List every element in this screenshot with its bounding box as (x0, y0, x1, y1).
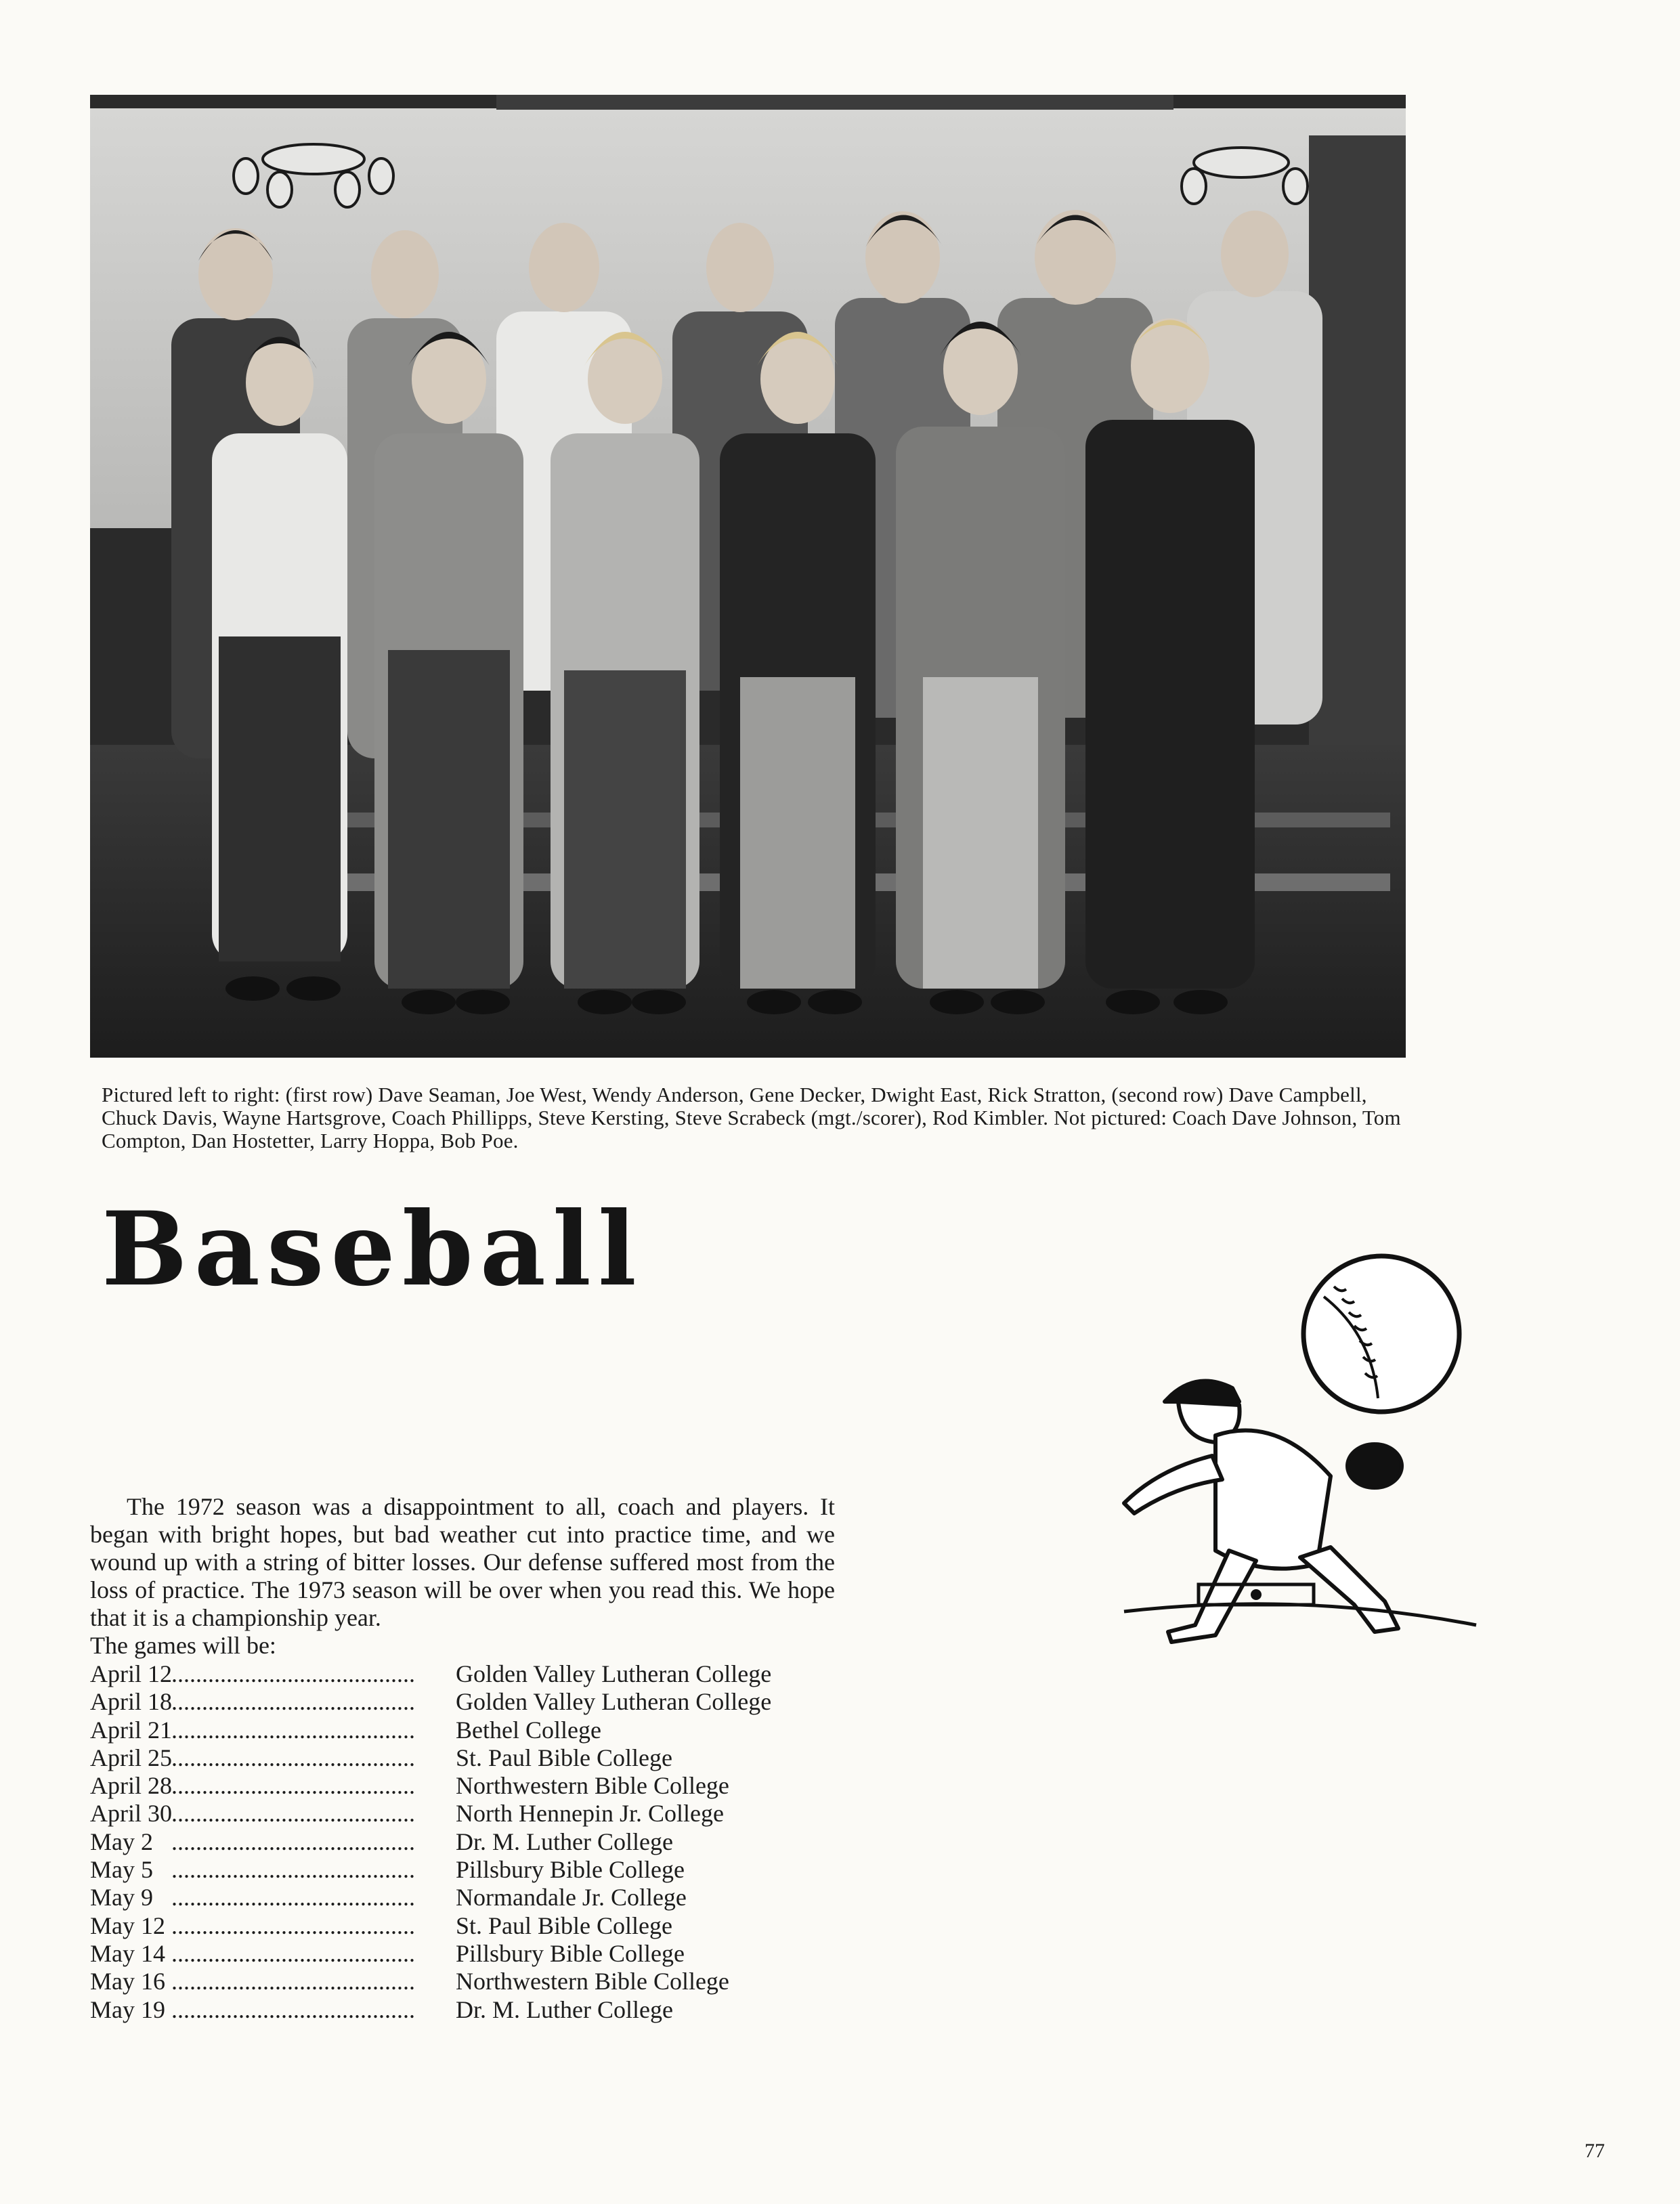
schedule-row (90, 1772, 848, 1800)
game-opponent: Golden Valley Lutheran College (456, 1688, 772, 1716)
dot-leader: ........................................ (171, 1744, 415, 1771)
schedule-row (90, 1744, 848, 1772)
dot-leader: ........................................ (171, 1995, 415, 2023)
game-opponent: Normandale Jr. College (456, 1884, 687, 1911)
schedule-row (90, 1940, 848, 1968)
team-photo (90, 95, 1406, 1058)
schedule-row (90, 1660, 848, 1688)
game-opponent: Bethel College (456, 1716, 601, 1744)
game-opponent: Golden Valley Lutheran College (456, 1660, 772, 1687)
schedule-row (90, 1968, 848, 1995)
dot-leader: ........................................ (171, 1688, 415, 1716)
schedule-row (90, 1884, 848, 1911)
dot-leader: ........................................ (171, 1939, 415, 1967)
schedule-row (90, 1828, 848, 1856)
schedule-row (90, 1688, 848, 1716)
photo-caption: Pictured left to right: (first row) Dave Seaman, Joe West, Wendy Anderson, Gene Decker, Dwight East, Rick Stratton, (second row) Dave Campbell, Chuck Davis, Wayne Hartsgrove, Coach Phillipps, Steve Kersting, Steve Scrabeck (mgt./scorer), Rod Kimbler. Not pictured: Coach Dave Johnson, Tom Compton, Dan Hostetter, Larry Hoppa, Bob Poe. (102, 1083, 1401, 1152)
game-opponent: Dr. M. Luther College (456, 1828, 673, 1855)
page-title: Baseball (102, 1190, 643, 1309)
page-number: 77 (1585, 2140, 1605, 2162)
dot-leader: ........................................ (171, 1772, 415, 1800)
dot-leader: ........................................ (171, 1884, 415, 1911)
game-date: May 19 (90, 1995, 165, 2023)
schedule-row (90, 1996, 848, 2024)
game-date: April 12 (90, 1660, 172, 1687)
game-opponent: St. Paul Bible College (456, 1911, 672, 1939)
game-opponent: Northwestern Bible College (456, 1772, 729, 1800)
dot-leader: ........................................ (171, 1800, 415, 1828)
game-opponent: Dr. M. Luther College (456, 1995, 673, 2023)
dot-leader: ........................................ (171, 1660, 415, 1687)
game-date: May 16 (90, 1968, 165, 1995)
game-date: April 28 (90, 1772, 172, 1800)
dot-leader: ........................................ (171, 1911, 415, 1939)
schedule-row (90, 1856, 848, 1884)
game-opponent: St. Paul Bible College (456, 1744, 672, 1771)
games-intro: The games will be: (90, 1632, 276, 1659)
game-date: April 21 (90, 1716, 172, 1744)
game-date: May 9 (90, 1884, 153, 1911)
game-opponent: Pillsbury Bible College (456, 1939, 685, 1967)
game-opponent: Northwestern Bible College (456, 1968, 729, 1995)
game-date: May 12 (90, 1911, 165, 1939)
schedule-row (90, 1912, 848, 1940)
dot-leader: ........................................ (171, 1716, 415, 1744)
game-date: May 2 (90, 1828, 153, 1855)
story (90, 1493, 835, 1660)
game-date: April 25 (90, 1744, 172, 1771)
schedule-row (90, 1716, 848, 1744)
story-paragraph: The 1972 season was a disappointment to all, coach and players. It began with bright hopes, but bad weather cut into practice time, and we wound up with a string of bitter losses. Our defense suffered most from the loss of practice. The 1973 season will be over when you read this. We hope that it is a championship year. (90, 1493, 835, 1631)
game-date: May 5 (90, 1856, 153, 1884)
game-opponent: North Hennepin Jr. College (456, 1800, 724, 1828)
dot-leader: ........................................ (171, 1828, 415, 1855)
game-date: May 14 (90, 1939, 165, 1967)
game-opponent: Pillsbury Bible College (456, 1856, 685, 1884)
pitcher-illustration (1097, 1232, 1490, 1652)
dot-leader: ........................................ (171, 1968, 415, 1995)
game-date: April 30 (90, 1800, 172, 1828)
schedule-row (90, 1800, 848, 1828)
game-schedule (90, 1660, 848, 2024)
dot-leader: ........................................ (171, 1856, 415, 1884)
game-date: April 18 (90, 1688, 172, 1716)
